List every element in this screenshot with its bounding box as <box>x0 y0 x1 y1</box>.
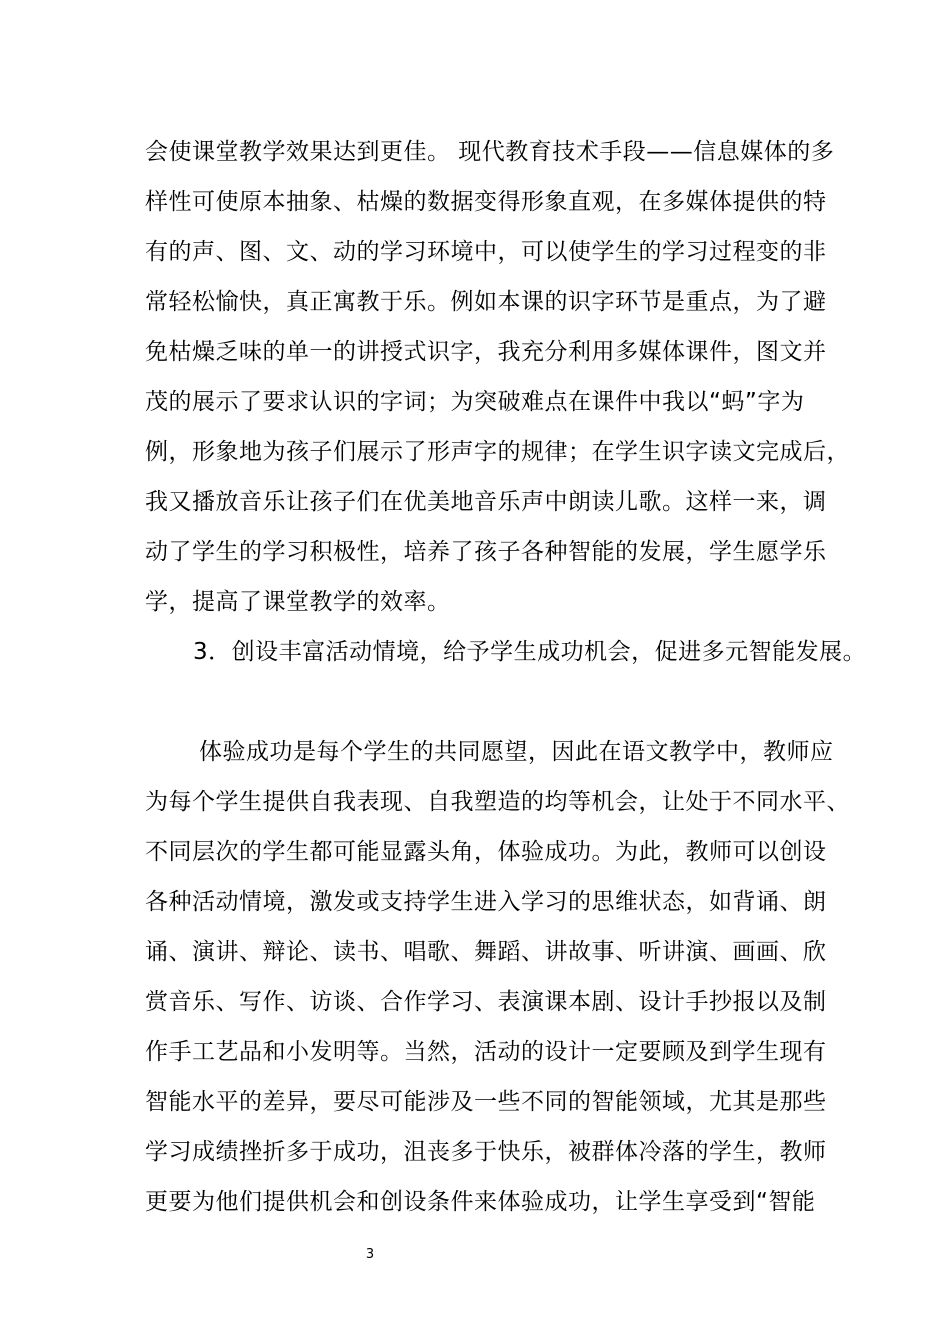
text-line: 免枯燥乏味的单一的讲授式识字，我充分利用多媒体课件，图文并 <box>145 339 827 365</box>
text-line: 例，形象地为孩子们展示了形声字的规律；在学生识字读文完成后， <box>145 439 850 465</box>
text-line: 各种活动情境，激发或支持学生进入学习的思维状态，如背诵、朗 <box>145 889 827 915</box>
text-line: 学，提高了课堂教学的效率。 <box>145 589 451 615</box>
text-line: 诵、演讲、辩论、读书、唱歌、舞蹈、讲故事、听讲演、画画、欣 <box>145 939 827 965</box>
text-line: 作手工艺品和小发明等。当然，活动的设计一定要顾及到学生现有 <box>145 1039 827 1065</box>
text-line: 学习成绩挫折多于成功，沮丧多于快乐，被群体冷落的学生，教师 <box>145 1139 827 1165</box>
text-line: 动了学生的学习积极性，培养了孩子各种智能的发展，学生愿学乐 <box>145 539 827 565</box>
text-line: 赏音乐、写作、访谈、合作学习、表演课本剧、设计手抄报以及制 <box>145 989 827 1015</box>
page-number: 3 <box>365 1247 375 1262</box>
text-line: 更要为他们提供机会和创设条件来体验成功，让学生享受到“智能 <box>145 1189 816 1215</box>
text-line: 样性可使原本抽象、枯燥的数据变得形象直观，在多媒体提供的特 <box>145 189 827 215</box>
text-line: 会使课堂教学效果达到更佳。 现代教育技术手段——信息媒体的多 <box>145 139 835 165</box>
section-heading: 3．创设丰富活动情境，给予学生成功机会，促进多元智能发展。 <box>193 639 867 665</box>
text-line: 不同层次的学生都可能显露头角，体验成功。为此，教师可以创设 <box>145 839 827 865</box>
text-line: 体验成功是每个学生的共同愿望，因此在语文教学中，教师应 <box>199 739 834 765</box>
text-line: 为每个学生提供自我表现、自我塑造的均等机会，让处于不同水平、 <box>145 789 850 815</box>
text-line: 茂的展示了要求认识的字词；为突破难点在课件中我以“蚂”字为 <box>145 389 805 415</box>
text-line: 常轻松愉快，真正寓教于乐。例如本课的识字环节是重点，为了避 <box>145 289 827 315</box>
text-line: 我又播放音乐让孩子们在优美地音乐声中朗读儿歌。这样一来，调 <box>145 489 827 515</box>
text-line: 有的声、图、文、动的学习环境中，可以使学生的学习过程变的非 <box>145 239 827 265</box>
text-line: 智能水平的差异，要尽可能涉及一些不同的智能领域，尤其是那些 <box>145 1089 827 1115</box>
